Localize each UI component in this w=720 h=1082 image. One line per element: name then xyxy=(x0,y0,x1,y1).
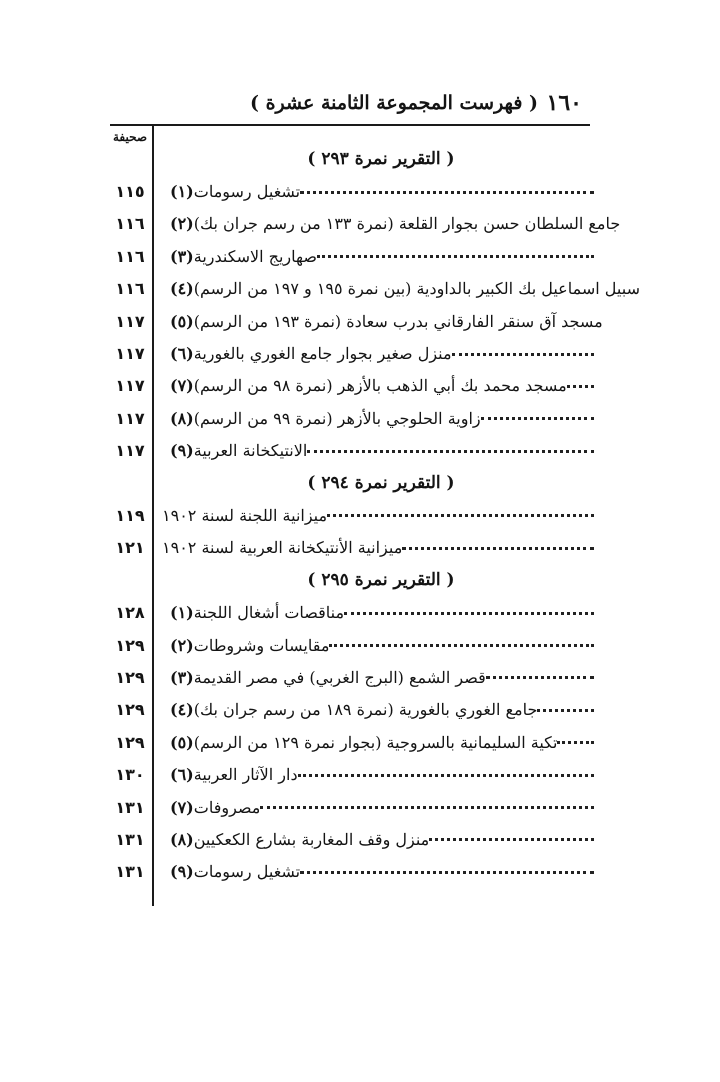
section-heading xyxy=(110,143,600,175)
entry-title: صهاريج الاسكندرية xyxy=(193,246,317,266)
page-header xyxy=(110,86,590,126)
entry-page-number: ١٣١ xyxy=(115,829,145,849)
entry-number: (٨) xyxy=(170,829,194,849)
entry-page-number: ١١٧ xyxy=(115,441,145,461)
entry-page-number: ١١٧ xyxy=(115,376,145,396)
entry-text-cell xyxy=(162,758,600,790)
entry-text-cell xyxy=(162,791,600,823)
entry-text-cell xyxy=(162,661,600,693)
entry-text-cell xyxy=(162,305,603,337)
entry-text-cell xyxy=(162,240,600,272)
dot-leader xyxy=(300,190,594,194)
dot-leader xyxy=(317,254,594,258)
index-entry xyxy=(110,175,600,207)
entry-page-number: ١٢٨ xyxy=(115,603,145,623)
dot-leader xyxy=(327,513,594,517)
index-entry xyxy=(110,758,600,790)
index-entry xyxy=(110,791,600,823)
index-entry xyxy=(110,629,600,661)
entry-number: (٢) xyxy=(170,214,194,234)
entry-page-number: ١١٩ xyxy=(115,505,145,525)
entry-number: (٣) xyxy=(170,667,194,687)
entry-page-number: ١٢٩ xyxy=(115,667,145,687)
entry-text-cell xyxy=(162,532,600,564)
index-entry xyxy=(110,337,600,369)
index-entry xyxy=(110,694,600,726)
index-entry xyxy=(110,532,600,564)
section-heading xyxy=(110,564,600,596)
index-entries xyxy=(110,143,640,888)
dot-leader xyxy=(307,449,594,453)
dot-leader xyxy=(567,384,594,388)
entry-number: (٥) xyxy=(170,311,194,331)
index-entry xyxy=(110,305,603,337)
header-rule xyxy=(110,124,590,126)
index-entry xyxy=(110,273,640,305)
entry-page-number: ١١٦ xyxy=(115,214,145,234)
index-entry xyxy=(110,499,600,531)
index-entry xyxy=(110,856,600,888)
index-entry xyxy=(110,208,621,240)
entry-page-number: ١٢٩ xyxy=(115,700,145,720)
page-number: ١٦٠ xyxy=(546,90,582,116)
section-heading xyxy=(110,467,600,499)
entry-number: (٤) xyxy=(170,700,194,720)
entry-number: (٩) xyxy=(170,862,194,882)
section-heading-text: ( التقرير نمرة ٢٩٤ ) xyxy=(307,473,455,494)
index-entry xyxy=(110,402,600,434)
entry-page-number: ١١٧ xyxy=(115,408,145,428)
entry-number: (٥) xyxy=(170,732,194,752)
entry-page-number: ١٢٩ xyxy=(115,635,145,655)
entry-text-cell xyxy=(162,273,640,305)
entry-number: (١) xyxy=(170,182,194,202)
entry-page-number: ١١٧ xyxy=(115,311,145,331)
dot-leader xyxy=(300,870,594,874)
dot-leader xyxy=(344,611,594,615)
entry-page-number: ١٣٠ xyxy=(115,765,145,785)
entry-number: (١) xyxy=(170,603,194,623)
entry-page-number: ١٣١ xyxy=(115,862,145,882)
entry-text-cell xyxy=(162,337,600,369)
entry-title: سبيل اسماعيل بك الكبير بالداودية (بين نمرة ١٩٥ و ١٩٧ من الرسم) xyxy=(193,279,640,299)
entry-number: (٧) xyxy=(170,797,194,817)
entry-number: (٣) xyxy=(170,246,194,266)
entry-text-cell xyxy=(162,726,600,758)
dot-leader xyxy=(402,546,594,550)
entry-page-number: ١٢٩ xyxy=(115,732,145,752)
dot-leader xyxy=(260,805,594,809)
entry-title: تشغيل رسومات xyxy=(193,182,301,202)
entry-title: مسجد آق سنقر الفارقاني بدرب سعادة (نمرة ١٩٣ من الرسم) xyxy=(193,311,603,331)
entry-title: قصر الشمع (البرج الغربي) في مصر القديمة xyxy=(193,667,486,687)
entry-title: ميزانية الأنتيكخانة العربية لسنة ١٩٠٢ xyxy=(162,538,403,558)
section-heading-text: ( التقرير نمرة ٢٩٥ ) xyxy=(307,570,455,591)
entry-title: تكية السليمانية بالسروجية (بجوار نمرة ١٢٩ من الرسم) xyxy=(193,732,558,752)
entry-text-cell xyxy=(162,596,600,628)
entry-title: جامع الغوري بالغورية (نمرة ١٨٩ من رسم جران بك) xyxy=(193,700,538,720)
entry-title: منزل وقف المغاربة بشارع الكعكيين xyxy=(193,829,430,849)
entry-text-cell xyxy=(162,629,600,661)
entry-number: (٩) xyxy=(170,441,194,461)
dot-leader xyxy=(452,352,594,356)
entry-title: مناقصات أشغال اللجنة xyxy=(193,603,345,623)
entry-page-number: ١١٦ xyxy=(115,246,145,266)
section-heading-text: ( التقرير نمرة ٢٩٣ ) xyxy=(307,149,455,170)
entry-title: تشغيل رسومات xyxy=(193,862,301,882)
index-entry xyxy=(110,596,600,628)
entry-page-number: ١٢١ xyxy=(115,538,145,558)
entry-title: ميزانية اللجنة لسنة ١٩٠٢ xyxy=(162,505,328,525)
dot-leader xyxy=(329,643,594,647)
entry-page-number: ١١٦ xyxy=(115,279,145,299)
dot-leader xyxy=(298,773,594,777)
page-title: ( فهرست المجموعة الثامنة عشرة ) xyxy=(250,92,539,114)
entry-number: (٨) xyxy=(170,408,194,428)
entry-text-cell xyxy=(162,856,600,888)
entry-page-number: ١١٥ xyxy=(115,182,145,202)
entry-text-cell xyxy=(162,823,600,855)
entry-text-cell xyxy=(162,499,600,531)
entry-title: مصروفات xyxy=(193,797,261,817)
entry-text-cell xyxy=(162,694,600,726)
entry-number: (٧) xyxy=(170,376,194,396)
entry-title: منزل صغير بجوار جامع الغوري بالغورية xyxy=(193,344,452,364)
entry-title: مقايسات وشروطات xyxy=(193,635,330,655)
entry-number: (٢) xyxy=(170,635,194,655)
entry-title: دار الآثار العربية xyxy=(193,765,298,785)
entry-title: مسجد محمد بك أبي الذهب بالأزهر (نمرة ٩٨ من الرسم) xyxy=(193,376,567,396)
dot-leader xyxy=(486,675,594,679)
entry-title: جامع السلطان حسن بجوار القلعة (نمرة ١٣٣ من رسم جران بك) xyxy=(193,214,621,234)
index-entry xyxy=(110,726,600,758)
entry-page-number: ١٣١ xyxy=(115,797,145,817)
index-entry xyxy=(110,661,600,693)
index-entry xyxy=(110,435,600,467)
entry-text-cell xyxy=(162,402,600,434)
entry-text-cell xyxy=(162,175,600,207)
entry-number: (٦) xyxy=(170,765,194,785)
dot-leader xyxy=(557,740,594,744)
dot-leader xyxy=(537,708,594,712)
entry-text-cell xyxy=(162,435,600,467)
entry-page-number: ١١٧ xyxy=(115,344,145,364)
entry-text-cell xyxy=(162,370,600,402)
entry-title: الانتيكخانة العربية xyxy=(193,441,308,461)
entry-text-cell xyxy=(162,208,621,240)
entry-number: (٤) xyxy=(170,279,194,299)
dot-leader xyxy=(429,837,594,841)
index-entry xyxy=(110,240,600,272)
dot-leader xyxy=(481,416,594,420)
index-entry xyxy=(110,370,600,402)
entry-title: زاوية الحلوجي بالأزهر (نمرة ٩٩ من الرسم) xyxy=(193,408,481,428)
page-column-label: صحيفة xyxy=(112,130,148,144)
index-entry xyxy=(110,823,600,855)
entry-number: (٦) xyxy=(170,344,194,364)
